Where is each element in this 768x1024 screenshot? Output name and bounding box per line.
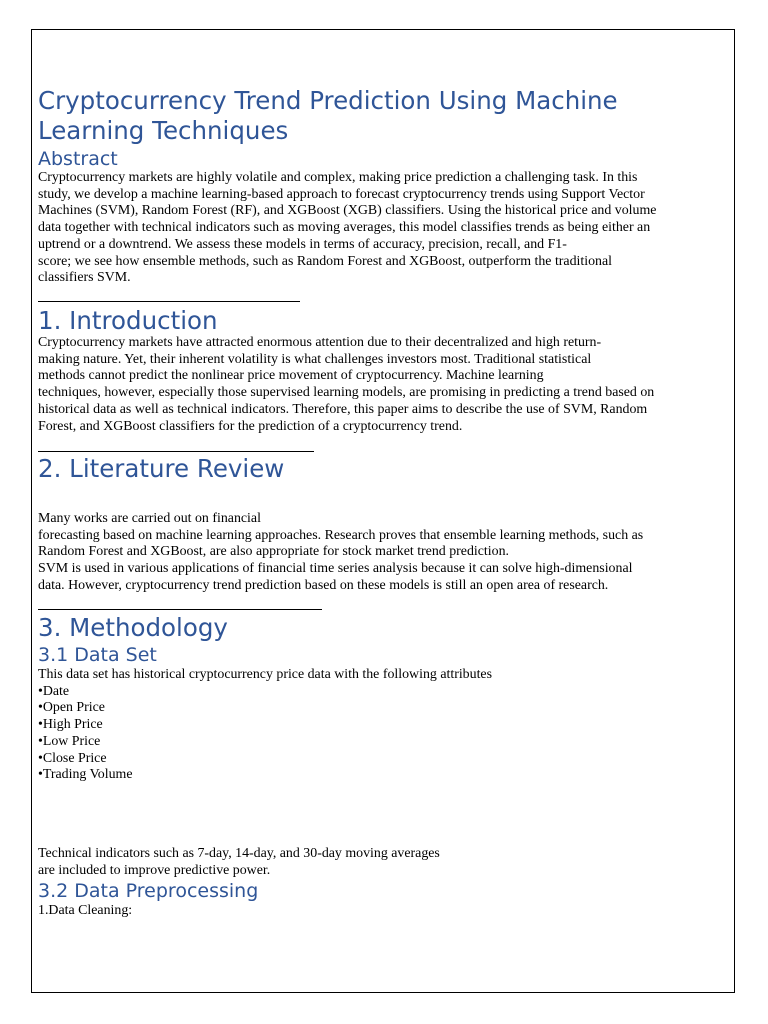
methodology-heading: 3. Methodology	[38, 613, 228, 642]
section-divider	[38, 451, 314, 452]
abstract-line: score; we see how ensemble methods, such as Random Forest and XGBoost, outperform the traditional	[38, 253, 613, 269]
technical-indicators-paragraph	[38, 846, 440, 879]
introduction-line: Forest, and XGBoost classifiers for the prediction of a cryptocurrency trend.	[38, 418, 463, 434]
introduction-line: Cryptocurrency markets have attracted enormous attention due to their decentralized and high return-	[38, 335, 602, 350]
introduction-line: making nature. Yet, their inherent volatility is what challenges investors most. Traditional statistical	[38, 351, 592, 367]
literature-review-paragraph	[38, 511, 643, 595]
literature-review-line: data. However, cryptocurrency trend prediction based on these models is still an open area of research.	[38, 577, 609, 593]
introduction-line: methods cannot predict the nonlinear price movement of cryptocurrency. Machine learning	[38, 368, 544, 384]
paper-title	[38, 86, 618, 146]
data-set-heading: 3.1 Data Set	[38, 644, 157, 666]
abstract-line: classifiers SVM.	[38, 270, 131, 286]
introduction-heading: 1. Introduction	[38, 306, 218, 335]
literature-review-line: Many works are carried out on financial	[38, 511, 261, 526]
abstract-heading: Abstract	[38, 148, 118, 170]
abstract-paragraph	[38, 170, 656, 287]
section-divider	[38, 301, 300, 302]
section-divider	[38, 609, 322, 610]
data-preprocessing-paragraph	[38, 903, 132, 920]
literature-review-line: Random Forest and XGBoost, are also appropriate for stock market trend prediction.	[38, 544, 509, 560]
data-set-intro: This data set has historical cryptocurrency price data with the following attributes	[38, 667, 493, 682]
data-set-paragraph	[38, 667, 492, 784]
introduction-line: techniques, however, especially those supervised learning models, are promising in predicting a trend based on	[38, 385, 655, 401]
title-line: Learning Techniques	[38, 116, 289, 145]
literature-review-heading: 2. Literature Review	[38, 454, 285, 483]
data-attribute-item: •Date	[38, 683, 70, 699]
data-attribute-item: •High Price	[38, 717, 103, 733]
technical-indicators-line: are included to improve predictive power.	[38, 862, 271, 878]
abstract-line: study, we develop a machine learning-based approach to forecast cryptocurrency trends using Support Vector	[38, 186, 645, 202]
abstract-line: data together with technical indicators such as moving averages, this model classifies trends as being either an	[38, 220, 651, 236]
introduction-paragraph	[38, 335, 654, 435]
abstract-line: Cryptocurrency markets are highly volatile and complex, making price prediction a challenging task. In this	[38, 170, 638, 185]
title-line: Cryptocurrency Trend Prediction Using Machine	[38, 86, 618, 115]
technical-indicators-line: Technical indicators such as 7-day, 14-day, and 30-day moving averages	[38, 846, 440, 861]
data-attribute-item: •Low Price	[38, 733, 101, 749]
data-preprocessing-heading: 3.2 Data Preprocessing	[38, 880, 259, 902]
data-attribute-item: •Trading Volume	[38, 767, 133, 783]
data-cleaning-item: 1.Data Cleaning:	[38, 903, 133, 918]
introduction-line: historical data as well as technical indicators. Therefore, this paper aims to describe the use of SVM, Random	[38, 401, 648, 417]
abstract-line: uptrend or a downtrend. We assess these models in terms of accuracy, precision, recall, and F1-	[38, 236, 567, 252]
abstract-line: Machines (SVM), Random Forest (RF), and XGBoost (XGB) classifiers. Using the historical price and volume	[38, 203, 657, 219]
data-attribute-item: •Open Price	[38, 700, 105, 716]
document-page	[31, 29, 735, 993]
literature-review-line: forecasting based on machine learning approaches. Research proves that ensemble learning methods, such as	[38, 527, 644, 543]
data-attribute-item: •Close Price	[38, 750, 107, 766]
literature-review-line: SVM is used in various applications of financial time series analysis because it can solve high-dimensional	[38, 561, 633, 577]
